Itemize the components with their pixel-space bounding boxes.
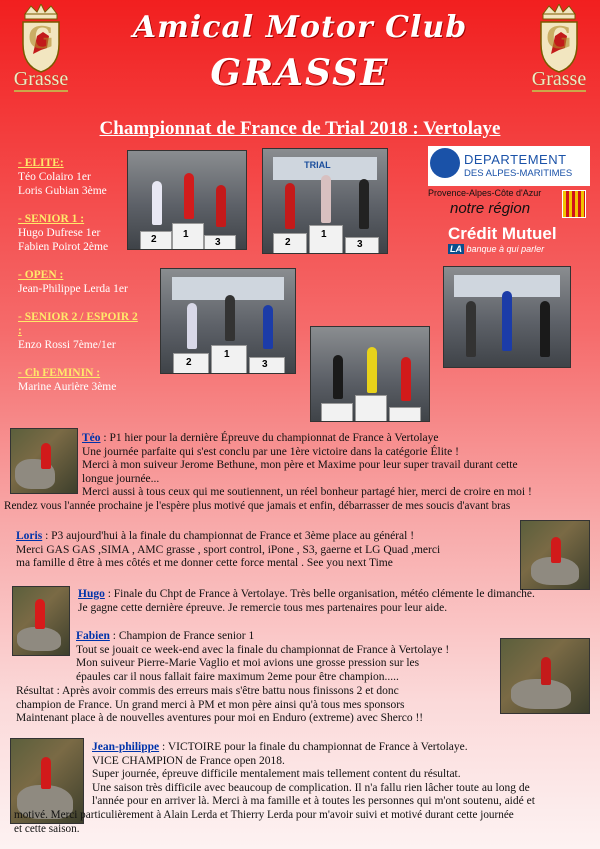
podium-number: 1 [321, 229, 327, 240]
testimonial-line: l'année pour en arriver là. Merci à ma famille et à toutes les personnes qui m'ont soutenu, aidé et [92, 795, 535, 808]
logo-right-text: Grasse [531, 68, 587, 90]
banner-text: TRIAL [304, 159, 331, 170]
elite-podium-photo [127, 150, 247, 250]
sponsor-credit-mutuel-logo [428, 222, 590, 256]
result-line: Hugo Dufrese 1er [18, 227, 101, 239]
senior2-podium-photo [443, 266, 571, 368]
testimonial-line: épaules car il nous fallait faire maximum 2eme pour être champion..... [76, 670, 399, 683]
testimonial-line: Une saison très difficile avec beaucoup de complication. Il n'a fallu rien lâcher toute au long de [92, 781, 530, 794]
podium-number: 1 [224, 349, 230, 360]
testimonial-jean-philippe: Jean-philippe : VICTOIRE pour la finale du championnat de France à Vertolaye. VICE CHAMPION de France open 2018. Super journée, épreuve difficile mentalement mais tellement content du résultat. Une saison très difficile avec beaucoup de complication. Il n'a fallu rien lâcher toute au long de l'année pour en arriver là. Merci à ma famille et à toutes les personnes qui m'ont soutenu, aidé et [92, 741, 592, 809]
sponsor-credit-line2: LA banque à qui parler [450, 244, 545, 254]
testimonial-line: Maintenant place à de nouvelles aventures pour moi en Enduro (extreme) avec Sherco !! [16, 712, 424, 725]
testimonial-line: ma famille d être à mes côtés et me donner cette force mental . See you next Time [16, 557, 393, 570]
results-list [18, 156, 138, 394]
teo-riding-photo [10, 428, 78, 494]
testimonial-name: Téo [82, 432, 101, 444]
podium-number: 2 [285, 237, 291, 248]
testimonial-line: Merci à mon suiveur Jerome Bethune, mon père et Maxime pour leur super travail durant cette [82, 459, 518, 472]
podium-number: 3 [215, 237, 221, 248]
svg-text:G: G [546, 21, 572, 56]
testimonial-line: motivé. Merci particulièrement à Alain Lerda et Thierry Lerda pour m'avoir suivi et motivé durant cette journée [14, 809, 514, 821]
logo-left-text: Grasse [13, 68, 69, 90]
sponsor-region-line1: Provence-Alpes-Côte d'Azur [428, 188, 542, 198]
result-line: Marine Aurière 3ème [18, 381, 117, 393]
podium-number: 1 [183, 229, 189, 240]
loris-riding-photo [520, 520, 590, 590]
testimonial-line: longue journée... [82, 472, 160, 485]
testimonial-fabien-cont [16, 685, 501, 726]
podium-number: 3 [262, 359, 268, 370]
result-line: Jean-Philippe Lerda 1er [18, 283, 128, 295]
fabien-riding-photo [500, 638, 590, 714]
result-category: - SENIOR 2 / ESPOIR 2 : [18, 311, 138, 337]
page-title: Championnat de France de Trial 2018 : Vertolaye [99, 118, 501, 139]
result-line: Téo Colairo 1er [18, 171, 91, 183]
result-category: - Ch FEMININ : [18, 367, 101, 379]
podium-number: 2 [186, 357, 192, 368]
testimonial-fabien: Fabien : Champion de France senior 1 Tout se jouait ce week-end avec la finale du championnat de France à Vertolaye ! Mon suiveur Pierre-Marie Vaglio et moi avions une grosse pression sur les épaules car il nous fallait faire maximum 2eme pour être champion..... [76, 630, 496, 684]
testimonial-hugo: Hugo : Finale du Chpt de France à Vertolaye. Très belle organisation, météo clémente le dimanche. Je gagne cette dernière épreuve. Je remercie tous mes partenaires pour leur aide. [78, 588, 593, 615]
sponsor-dept-line2: DES ALPES-MARITIMES [464, 168, 573, 179]
testimonial-line: Une journée parfaite qui s'est conclu par une 1ère victoire dans la catégorie Élite ! [82, 445, 459, 458]
svg-text:G: G [28, 21, 54, 56]
podium-number: 3 [357, 239, 363, 250]
testimonial-name: Hugo [78, 588, 105, 600]
testimonial-line: Merci aussi à tous ceux qui me soutiennent, un réel bonheur partagé hier, merci de croire en moi ! [82, 486, 532, 499]
testimonial-teo-last: Rendez vous l'année prochaine je l'espère plus motivé que jamais et enfin, débarrasser de mes soucis d'avant bras [4, 500, 511, 512]
testimonial-line: Merci GAS GAS ,SIMA , AMC grasse , sport control, iPone , S3, gaerne et LG Quad ,merci [16, 543, 441, 556]
result-line: Fabien Poirot 2ème [18, 241, 109, 253]
sponsor-region-logo [428, 186, 590, 218]
testimonial-line: Mon suiveur Pierre-Marie Vaglio et moi avions une grosse pression sur les [76, 657, 420, 670]
testimonial-line: champion de France. Un grand merci à PM et mon père ainsi qu'à tous mes sponsors [16, 698, 405, 711]
sponsor-region-line2: notre région [450, 200, 531, 217]
provence-flag-icon [562, 190, 586, 218]
testimonial-jean-philippe-cont [14, 809, 598, 836]
sponsor-credit-line1: Crédit Mutuel [448, 224, 557, 243]
departement-star-icon [430, 148, 460, 178]
sponsor-dept-line1: DEPARTEMENT [464, 152, 567, 167]
club-name-line1: Amical Motor Club [132, 10, 468, 45]
testimonial-line: VICE CHAMPION de France open 2018. [92, 754, 285, 767]
podium-number: 2 [151, 234, 157, 245]
feminin-podium-photo [310, 326, 430, 422]
result-line: Enzo Rossi 7ème/1er [18, 339, 116, 351]
testimonial-loris: Loris : P3 aujourd'hui à la finale du championnat de France et 3ème place au général ! Merci GAS GAS ,SIMA , AMC grasse , sport control, iPone , S3, gaerne et LG Quad ,merci ma famille d être à mes côtés et me donner cette force mental . See you next Time [16, 530, 516, 571]
result-category: - OPEN : [18, 269, 64, 281]
open-podium-photo [160, 268, 296, 374]
result-category: - ELITE: [18, 157, 64, 169]
testimonial-teo: Téo : P1 hier pour la dernière Épreuve du championnat de France à Vertolaye Une journée parfaite qui s'est conclu par une 1ère victoire dans la catégorie Élite ! Merci à mon suiveur Jerome Bethune, mon père et Maxime pour leur super travail durant cette longue journée... Merci aussi à tous ceux qui me soutiennent, un réel bonheur partagé hier, merci de croire en moi ! [82, 432, 592, 500]
result-category: - SENIOR 1 : [18, 213, 85, 225]
testimonial-name: Jean-philippe [92, 741, 160, 753]
sponsor-departement-logo [428, 146, 590, 186]
result-line: Loris Gubian 3ème [18, 185, 107, 197]
testimonial-line: Résultat : Après avoir commis des erreurs mais s'être battu nous finissons 2 et donc [16, 685, 399, 697]
testimonial-name: Loris [16, 530, 43, 542]
hugo-riding-photo [12, 586, 70, 656]
senior1-podium-photo [262, 148, 388, 254]
testimonial-line: et cette saison. [14, 822, 80, 835]
testimonial-line: Je gagne cette dernière épreuve. Je remercie tous mes partenaires pour leur aide. [78, 601, 448, 614]
testimonial-name: Fabien [76, 630, 110, 642]
testimonial-line: Super journée, épreuve difficile mentalement mais tellement content du résultat. [92, 768, 461, 781]
testimonial-line: Tout se jouait ce week-end avec la finale du championnat de France à Vertolaye ! [76, 643, 450, 656]
club-name-line2: GRASSE [210, 52, 390, 94]
